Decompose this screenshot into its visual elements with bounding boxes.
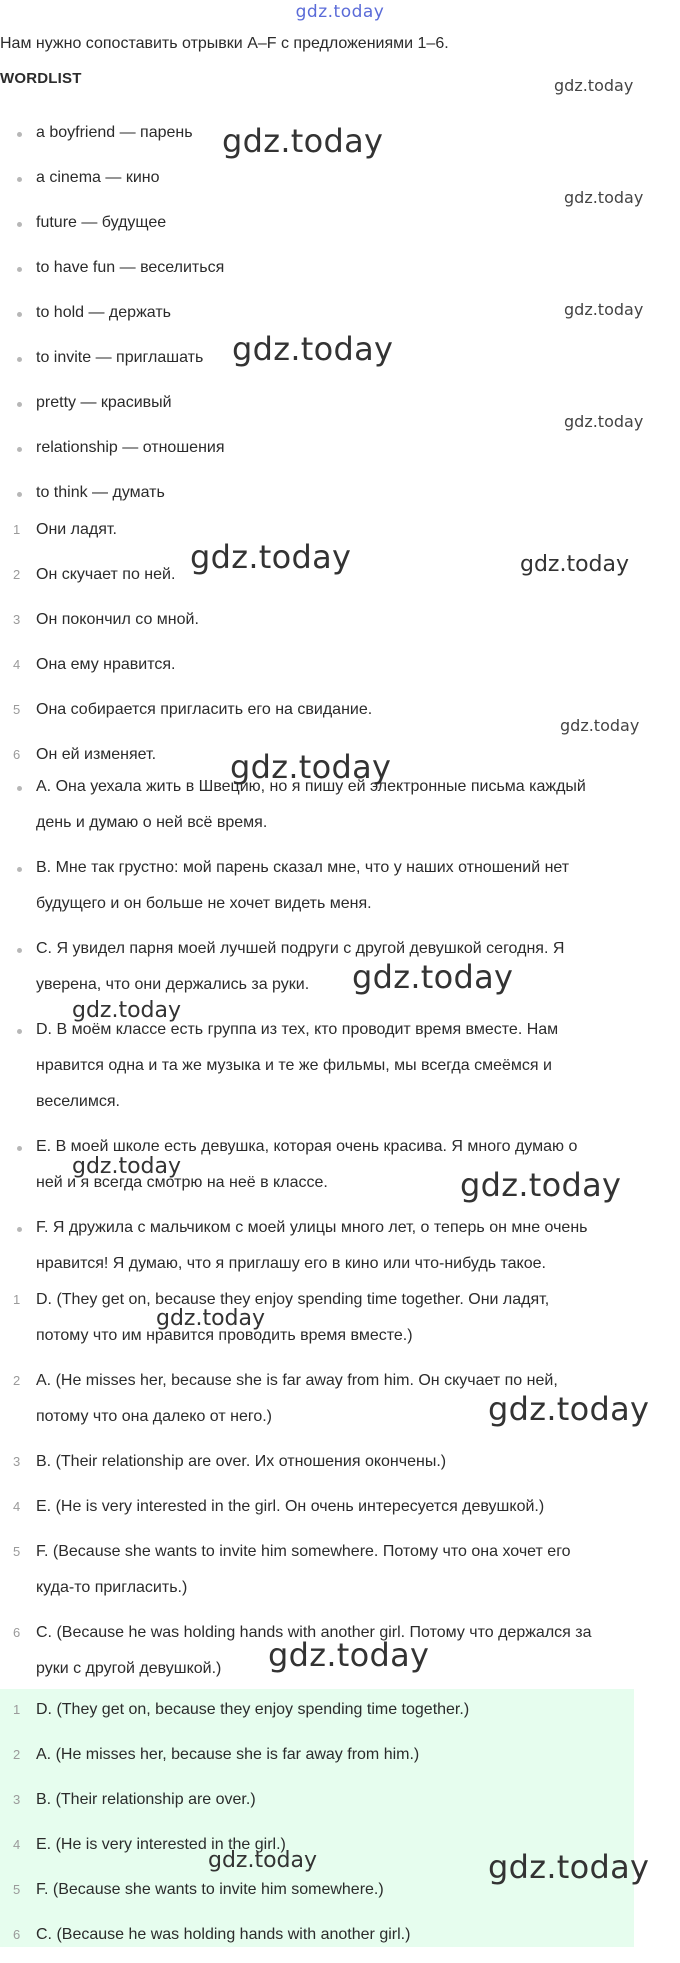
bullet-icon: [17, 867, 22, 872]
bullet-icon: [17, 447, 22, 452]
short-answer-item: 3 B. (Their relationship are over.): [0, 1783, 680, 1828]
list-item: 5 Она собирается пригласить его на свидание.: [0, 693, 680, 738]
answers-list: [0, 1283, 680, 1697]
watermark: gdz.today: [460, 1166, 622, 1204]
bullet-icon: [17, 177, 22, 182]
letter-paragraph: A. Она уехала жить в Швецию, но я пишу ей электронные письма каждый день и думаю о ней всё время.: [0, 770, 680, 851]
bullet-icon: [17, 357, 22, 362]
wordlist-item: to invite — приглашать: [0, 341, 680, 386]
answer-item: 4 E. (He is very interested in the girl. Он очень интересуется девушкой.): [0, 1490, 680, 1535]
task-intro: Нам нужно сопоставить отрывки A–F с предложениями 1–6.: [0, 35, 449, 52]
answer-item: 5 F. (Because she wants to invite him somewhere. Потому что она хочет его куда-то пригласить.): [0, 1535, 680, 1616]
bullet-icon: [17, 948, 22, 953]
watermark: gdz.today: [156, 1306, 266, 1331]
list-item: 1 Они ладят.: [0, 513, 680, 558]
item-number: 6: [13, 1927, 21, 1942]
watermark: gdz.today: [488, 1848, 650, 1886]
short-answers-list: [0, 1693, 680, 1963]
wordlist: [0, 116, 680, 521]
wordlist-item: to think — думать: [0, 476, 680, 521]
item-number: 3: [13, 1454, 21, 1469]
item-number: 1: [13, 1702, 21, 1717]
list-item: 4 Она ему нравится.: [0, 648, 680, 693]
answer-item: 1 D. (They get on, because they enjoy spending time together. Они ладят, потому что им нравится проводить время вместе.): [0, 1283, 680, 1364]
short-answer-item: 2 A. (He misses her, because she is far away from him.): [0, 1738, 680, 1783]
russian-sentences-list: [0, 513, 680, 783]
answer-item: 3 B. (Their relationship are over. Их отношения окончены.): [0, 1445, 680, 1490]
list-item: 6 Он ей изменяет.: [0, 738, 680, 783]
bullet-icon: [17, 402, 22, 407]
item-number: 2: [13, 1747, 21, 1762]
letter-paragraph: E. В моей школе есть девушка, которая очень красива. Я много думаю о ней и я всегда смотрю на неё в классе.: [0, 1130, 680, 1211]
letter-paragraphs-list: [0, 770, 680, 1292]
watermark: gdz.today: [352, 958, 514, 996]
short-answer-item: 4 E. (He is very interested in the girl.): [0, 1828, 680, 1873]
watermark: gdz.today: [232, 330, 394, 368]
letter-paragraph: C. Я увидел парня моей лучшей подруги с другой девушкой сегодня. Я уверена, что они держались за руки.: [0, 932, 680, 1013]
watermark: gdz.today: [208, 1848, 318, 1873]
bullet-icon: [17, 222, 22, 227]
bullet-icon: [17, 1227, 22, 1232]
watermark: gdz.today: [554, 76, 634, 95]
item-number: 6: [13, 1625, 21, 1640]
item-number: 1: [13, 522, 21, 537]
watermark: gdz.today: [488, 1390, 650, 1428]
item-number: 3: [13, 612, 21, 627]
short-answer-item: 5 F. (Because she wants to invite him somewhere.): [0, 1873, 680, 1918]
watermark: gdz.today: [520, 552, 630, 577]
bullet-icon: [17, 312, 22, 317]
watermark: gdz.today: [72, 998, 182, 1023]
letter-paragraph: B. Мне так грустно: мой парень сказал мне, что у наших отношений нет будущего и он больше не хочет видеть меня.: [0, 851, 680, 932]
item-number: 5: [13, 1544, 21, 1559]
wordlist-item: future — будущее: [0, 206, 680, 251]
letter-paragraph: F. Я дружила с мальчиком с моей улицы много лет, о теперь он мне очень нравится! Я думаю, что я приглашу его в кино или что-нибудь такое.: [0, 1211, 680, 1292]
item-number: 5: [13, 702, 21, 717]
letter-paragraph: D. В моём классе есть группа из тех, кто проводит время вместе. Нам нравится одна и та же музыка и те же фильмы, мы всегда смеёмся и веселимся.: [0, 1013, 680, 1130]
site-logo[interactable]: gdz.today: [295, 2, 385, 22]
item-number: 4: [13, 657, 21, 672]
wordlist-item: pretty — красивый: [0, 386, 680, 431]
wordlist-heading: WORDLIST: [0, 70, 82, 87]
watermark: gdz.today: [72, 1154, 182, 1179]
watermark: gdz.today: [564, 188, 644, 207]
list-item: 2 Он скучает по ней.: [0, 558, 680, 603]
watermark: gdz.today: [268, 1636, 430, 1674]
wordlist-item: a boyfriend — парень: [0, 116, 680, 161]
bullet-icon: [17, 1146, 22, 1151]
item-number: 4: [13, 1499, 21, 1514]
answer-item: 2 A. (He misses her, because she is far away from him. Он скучает по ней, потому что она далеко от него.): [0, 1364, 680, 1445]
watermark: gdz.today: [564, 412, 644, 431]
item-number: 3: [13, 1792, 21, 1807]
wordlist-item: relationship — отношения: [0, 431, 680, 476]
item-number: 2: [13, 1373, 21, 1388]
bullet-icon: [17, 492, 22, 497]
item-number: 5: [13, 1882, 21, 1897]
wordlist-item: a cinema — кино: [0, 161, 680, 206]
watermark: gdz.today: [190, 538, 352, 576]
list-item: 3 Он покончил со мной.: [0, 603, 680, 648]
watermark: gdz.today: [230, 748, 392, 786]
short-answer-item: 1 D. (They get on, because they enjoy spending time together.): [0, 1693, 680, 1738]
item-number: 2: [13, 567, 21, 582]
wordlist-item: to have fun — веселиться: [0, 251, 680, 296]
short-answer-item: 6 C. (Because he was holding hands with another girl.): [0, 1918, 680, 1963]
bullet-icon: [17, 132, 22, 137]
watermark: gdz.today: [222, 122, 384, 160]
item-number: 6: [13, 747, 21, 762]
watermark: gdz.today: [560, 716, 640, 735]
bullet-icon: [17, 786, 22, 791]
item-number: 4: [13, 1837, 21, 1852]
answer-item: 6 C. (Because he was holding hands with another girl. Потому что держался за руки с другой девушкой.): [0, 1616, 680, 1697]
bullet-icon: [17, 1029, 22, 1034]
watermark: gdz.today: [564, 300, 644, 319]
item-number: 1: [13, 1292, 21, 1307]
bullet-icon: [17, 267, 22, 272]
wordlist-item: to hold — держать: [0, 296, 680, 341]
